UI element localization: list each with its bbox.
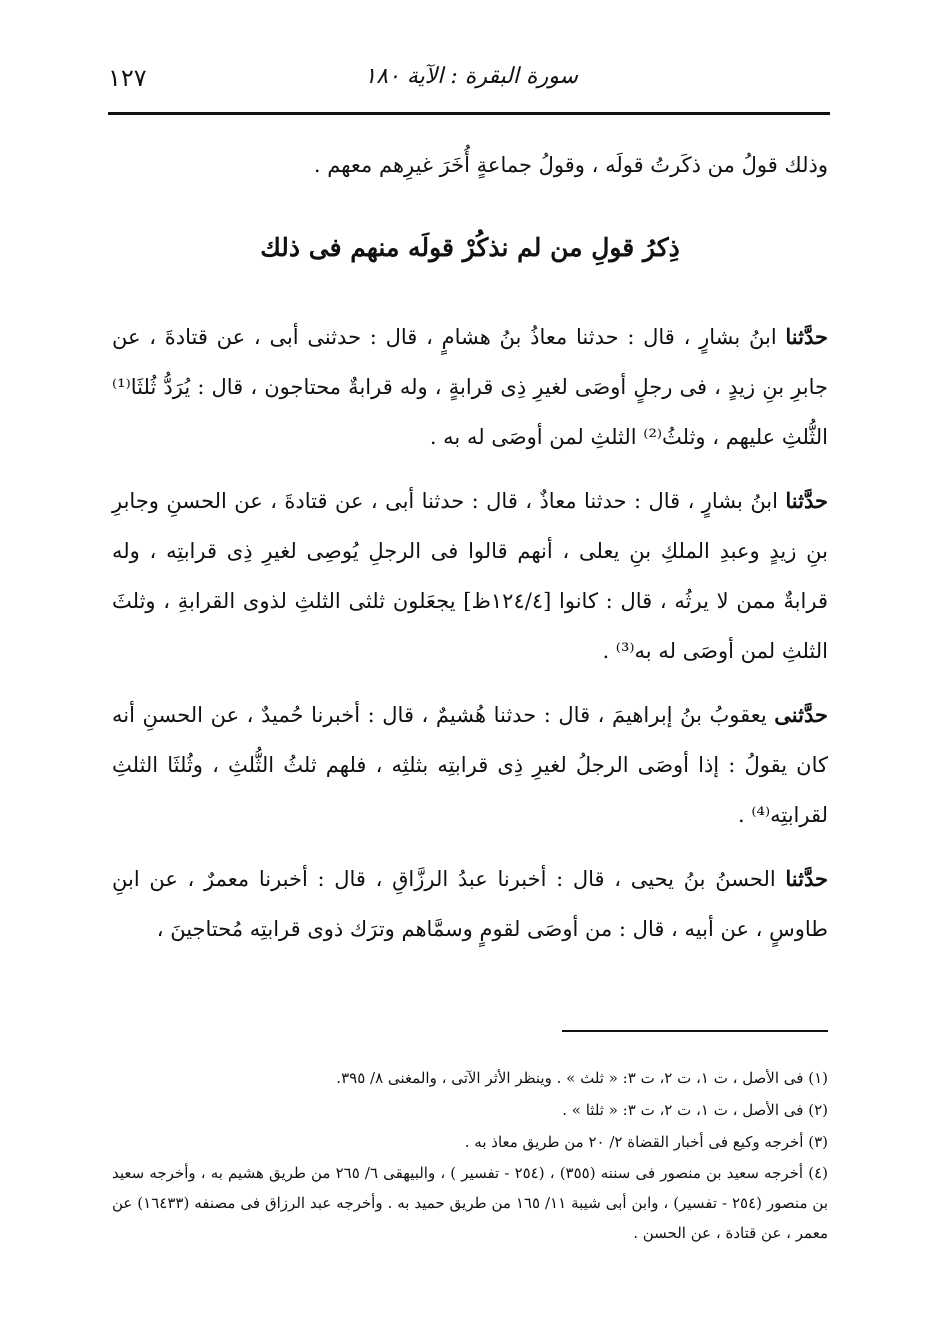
page-number: ١٢٧: [108, 64, 147, 92]
main-text: [112, 140, 828, 968]
paragraph-lead: حدَّثنا: [785, 866, 828, 891]
footnote-3: (٣) أخرجه وكيع فى أخبار القضاة ٢/ ٢٠ من طريق معاذ به .: [464, 1133, 828, 1151]
footnote-1: (١) فى الأصل ، ت ١، ت ٢، ت ٣: « ثلث » . وينظر الأثر الآتى ، والمغنى ٨/ ٣٩٥.: [336, 1069, 828, 1087]
running-title: سورة البقرة : الآية ١٨٠: [364, 64, 578, 89]
footnote-2: (٢) فى الأصل ، ت ١، ت ٢، ت ٣: « ثلثا » .: [562, 1101, 828, 1119]
paragraph-lead: حدَّثنا: [785, 488, 828, 513]
hadith-paragraph-2: [112, 476, 828, 676]
intro-paragraph: وذلك قولُ من ذكَرتُ قولَه ، وقولُ جماعةٍ أُخَرَ غيرِهم معهم .: [313, 153, 828, 177]
paragraph-lead: حدَّثنى: [774, 702, 828, 727]
hadith-paragraph-1: [112, 312, 828, 462]
footnotes: [112, 1062, 828, 1248]
paragraph-lead: حدَّثنا: [785, 324, 828, 349]
running-header: [108, 62, 828, 102]
footnote-4: (٤) أخرجه سعيد بن منصور فى سننه (٣٥٥) ، (٢٥٤ - تفسير ) ، والبيهقى ٦/ ٢٦٥ من طريق هشيم به ، وأخرجه سعيد بن منصور (٢٥٤ - تفسير) ، وابن أبى شيبة ١١/ ١٦٥ من طريق حميد به . وأخرجه عبد الرزاق فى مصنفه (١٦٤٣٣) عن معمر ، عن قتادة ، عن الحسن .: [112, 1164, 829, 1242]
section-heading: ذِكرُ قولِ من لم نذكُرْ قولَه منهم فى ذلك: [260, 233, 680, 262]
hadith-paragraph-4: [112, 854, 828, 954]
header-rule: [108, 112, 830, 115]
hadith-paragraph-3: [112, 690, 828, 840]
footnote-separator: [562, 1030, 828, 1032]
paragraph-text: يعقوبُ بنُ إبراهيمَ ، قال : حدثنا هُشيمٌ ، قال : أخبرنا حُميدٌ ، عن الحسنِ أنه كان يقولُ : إذا أوصَى الرجلُ لغيرِ ذِى قرابتِه بثلثِه ، فلهم ثلثُ الثُّلثِ ، وثُلثَا الثلثِ لقرابتِه⁽⁴⁾ .: [112, 703, 828, 827]
paragraph-text: ابنُ بشارٍ ، قال : حدثنا معاذُ بنُ هشامٍ ، قال : حدثنى أبى ، عن قتادةَ ، عن جابرِ بنِ زيدٍ ، فى رجلٍ أوصَى لغيرِ ذِى قرابةٍ ، وله قرابةٌ محتاجون ، قال : يُرَدُّ ثُلثَا⁽¹⁾ الثُّلثِ عليهم ، وثلثُ⁽²⁾ الثلثِ لمن أوصَى له به .: [112, 325, 828, 449]
paragraph-text: الحسنُ بنُ يحيى ، قال : أخبرنا عبدُ الرزَّاقِ ، قال : أخبرنا معمرٌ ، عن ابنِ طاوسٍ ، عن أبيه ، قال : من أوصَى لقومٍ وسمَّاهم وترَك ذوى قرابتِه مُحتاجينَ ،: [112, 867, 828, 941]
paragraph-text: ابنُ بشارٍ ، قال : حدثنا معاذٌ ، قال : حدثنا أبى ، عن قتادةَ ، عن الحسنِ وجابرِ بنِ زيدٍ وعبدِ الملكِ بنِ يعلى ، أنهم قالوا فى الرجلِ يُوصِى لغيرِ ذِى قرابتِه ، وله قرابةٌ ممن لا يرثُه ، قال : كانوا [١٢٤/٤ظ] يجعَلون ثلثى الثلثِ لذوى القرابةِ ، وثلثَ الثلثِ لمن أوصَى له به⁽³⁾ .: [112, 489, 828, 663]
